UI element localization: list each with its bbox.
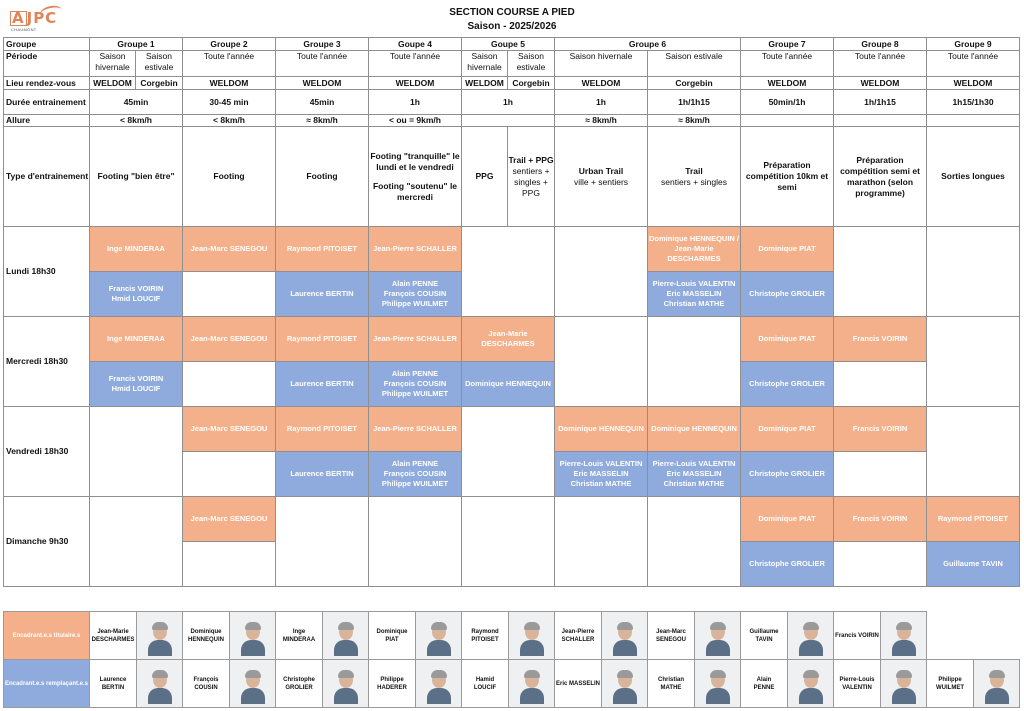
lundi-g9-empty (927, 227, 1020, 317)
g6-place-winter: WELDOM (555, 77, 648, 90)
g7-duration: 50min/1h (741, 90, 834, 115)
vendredi-g9-empty (927, 407, 1020, 497)
mercredi-g5-titulaire: Jean-Marie DESCHARMES (462, 317, 555, 362)
mercredi-g9-empty (927, 317, 1020, 407)
titulaire-name-part: Inge (292, 628, 306, 635)
group-8-header: Groupe 8 (834, 38, 927, 51)
lundi-g6a-empty (555, 227, 648, 317)
avatar-icon (147, 621, 173, 655)
remplacant-name-part: WUILMET (936, 684, 964, 691)
remplacant-photo-9 (881, 660, 927, 708)
lundi-g6b-titulaire: Dominique HENNEQUIN / Jean-Marie DESCHARMES (648, 227, 741, 272)
avatar-icon (705, 669, 731, 703)
remplacant-name-2 (183, 660, 230, 708)
lundi-g2-titulaire: Jean-Marc SENEGOU (183, 227, 276, 272)
g5-duration: 1h (462, 90, 555, 115)
g2-pace: < 8km/h (183, 115, 276, 127)
vendredi-g6a-remplacant: Pierre-Louis VALENTIN Eric MASSELIN Christian MATHE (555, 452, 648, 497)
titulaire-photo-1 (137, 612, 183, 660)
vendredi-g8-remplacant-empty (834, 452, 927, 497)
titulaire-name-part: Jean-Marie (97, 628, 129, 635)
lundi-g4-remplacant: Alain PENNE François COUSIN Philippe WUILMET (369, 272, 462, 317)
lundi-g8-empty (834, 227, 927, 317)
row-label-groupe: Groupe (4, 38, 90, 51)
g6a-duration: 1h (555, 90, 648, 115)
mercredi-g6a-empty (555, 317, 648, 407)
lundi-g2-remplacant-empty (183, 272, 276, 317)
g1-type: Footing "bien être" (90, 127, 183, 227)
remplacant-photo-3 (323, 660, 369, 708)
day-row-dimanche-1 (4, 497, 1020, 542)
g3-duration: 45min (276, 90, 369, 115)
avatar-icon (891, 621, 917, 655)
remplacant-name-part: LOUCIF (473, 684, 497, 691)
g1-period-winter: Saison hivernale (90, 51, 136, 77)
g2-type: Footing (183, 127, 276, 227)
titulaire-name-part: Dominique (376, 628, 408, 635)
g8-period: Toute l'année (834, 51, 927, 77)
g3-type: Footing (276, 127, 369, 227)
titulaire-name-part: MINDERAA (282, 636, 316, 643)
type-row (4, 127, 1020, 227)
staff-row-titulaires (4, 612, 1020, 660)
remplacant-name-part: Philippe (380, 676, 404, 683)
vendredi-g7-remplacant: Christophe GROLIER (741, 452, 834, 497)
g5-period-summer: Saison estivale (508, 51, 555, 77)
lundi-g3-remplacant: Laurence BERTIN (276, 272, 369, 317)
remplacant-photo-1 (137, 660, 183, 708)
remplacant-name-7 (648, 660, 695, 708)
remplacant-name-part: HADERER (377, 684, 407, 691)
dimanche-g6a-empty (555, 497, 648, 587)
lundi-g3-titulaire: Raymond PITOISET (276, 227, 369, 272)
vendredi-g6b-remplacant: Pierre-Louis VALENTIN Eric MASSELIN Christian MATHE (648, 452, 741, 497)
remplacant-name-part: COUSIN (194, 684, 218, 691)
dimanche-g6b-empty (648, 497, 741, 587)
vendredi-g6b-titulaire: Dominique HENNEQUIN (648, 407, 741, 452)
lundi-g4-titulaire: Jean-Pierre SCHALLER (369, 227, 462, 272)
avatar-icon (612, 621, 638, 655)
place-row (4, 77, 1020, 90)
g7-type: Préparation compétition 10km et semi (741, 127, 834, 227)
dimanche-g7-remplacant: Christophe GROLIER (741, 542, 834, 587)
g8-duration: 1h/1h15 (834, 90, 927, 115)
titulaire-name-part: Jean-Pierre (561, 628, 595, 635)
g7-place: WELDOM (741, 77, 834, 90)
titulaire-photo-4 (416, 612, 462, 660)
day-row-mercredi-1 (4, 317, 1020, 362)
dimanche-g3-empty (276, 497, 369, 587)
avatar-icon (891, 669, 917, 703)
schedule-table (3, 37, 1020, 587)
titulaire-name-part: PITOISET (471, 636, 499, 643)
g3-pace: ≈ 8km/h (276, 115, 369, 127)
g6b-type-sub: sentiers + singles (661, 176, 727, 187)
remplacant-name-part: Christophe (283, 676, 315, 683)
g6a-type-sub: ville + sentiers (573, 176, 629, 187)
vendredi-g4-titulaire: Jean-Pierre SCHALLER (369, 407, 462, 452)
titulaire-name-part: SENEGOU (655, 636, 686, 643)
mercredi-g1-titulaire: Inge MINDERAA (90, 317, 183, 362)
group-6-header: Groupe 6 (555, 38, 741, 51)
titulaire-name-part: TAVIN (755, 636, 773, 643)
g5-period-winter: Saison hivernale (462, 51, 508, 77)
avatar-icon (333, 669, 359, 703)
pace-row (4, 115, 1020, 127)
g5-place-winter: WELDOM (462, 77, 508, 90)
row-label-periode: Période (4, 51, 90, 77)
g4-type-a: Footing "tranquille" le lundi et le vendredi (370, 150, 460, 172)
g5b-type-title: Trail + PPG (508, 154, 554, 165)
remplacant-name-5 (462, 660, 509, 708)
avatar-icon (519, 621, 545, 655)
remplacant-name-part: Christian (657, 676, 684, 683)
g4-duration: 1h (369, 90, 462, 115)
mercredi-g3-titulaire: Raymond PITOISET (276, 317, 369, 362)
lundi-g7-remplacant: Christophe GROLIER (741, 272, 834, 317)
mercredi-g8-titulaire: Francis VOIRIN (834, 317, 927, 362)
group-1-header: Groupe 1 (90, 38, 183, 51)
vendredi-g3-remplacant: Laurence BERTIN (276, 452, 369, 497)
mercredi-g5-remplacant: Dominique HENNEQUIN (462, 362, 555, 407)
g6b-pace: ≈ 8km/h (648, 115, 741, 127)
avatar-icon (612, 669, 638, 703)
remplacant-name-part: GROLIER (285, 684, 313, 691)
avatar-icon (240, 621, 266, 655)
g5a-type: PPG (462, 127, 508, 227)
row-label-allure: Allure (4, 115, 90, 127)
g8-type: Préparation compétition semi et marathon (selon programme) (834, 127, 927, 227)
remplacant-name-8 (741, 660, 788, 708)
titulaire-name-part: Guillaume (749, 628, 779, 635)
titulaire-name-2 (183, 612, 230, 660)
dimanche-g8-titulaire: Francis VOIRIN (834, 497, 927, 542)
remplacant-name-part: BERTIN (101, 684, 125, 691)
mercredi-g7-remplacant: Christophe GROLIER (741, 362, 834, 407)
g8-pace (834, 115, 927, 127)
g6-place-summer: Corgebin (648, 77, 741, 90)
vendredi-g7-titulaire: Dominique PIAT (741, 407, 834, 452)
group-2-header: Groupe 2 (183, 38, 276, 51)
g6b-duration: 1h/1h15 (648, 90, 741, 115)
dimanche-g9-remplacant: Guillaume TAVIN (927, 542, 1020, 587)
period-row (4, 51, 1020, 77)
mercredi-g1-remplacant: Francis VOIRIN Hmid LOUCIF (90, 362, 183, 407)
g6-period-summer: Saison estivale (648, 51, 741, 77)
g9-pace (927, 115, 1020, 127)
titulaire-name-3 (276, 612, 323, 660)
row-label-lieu: Lieu rendez-vous (4, 77, 90, 90)
groups-row (4, 38, 1020, 51)
mercredi-g2-remplacant-empty (183, 362, 276, 407)
titulaire-name-part: PIAT (385, 636, 399, 643)
lundi-g5-empty (462, 227, 555, 317)
day-dimanche: Dimanche 9h30 (4, 497, 90, 587)
titulaire-name-1 (90, 612, 137, 660)
vendredi-g8-titulaire: Francis VOIRIN (834, 407, 927, 452)
day-lundi: Lundi 18h30 (4, 227, 90, 317)
remplacant-name-part: MATHE (660, 684, 682, 691)
group-7-header: Groupe 7 (741, 38, 834, 51)
remplacant-photo-4 (416, 660, 462, 708)
titulaire-name-part: Dominique (190, 628, 222, 635)
row-label-duree: Durée entrainement (4, 90, 90, 115)
avatar-icon (426, 669, 452, 703)
titulaire-photo-6 (602, 612, 648, 660)
remplacant-name-1 (90, 660, 137, 708)
titulaire-name-part: HENNEQUIN (187, 636, 224, 643)
remplacant-photo-10 (974, 660, 1020, 708)
g2-period: Toute l'année (183, 51, 276, 77)
remplacant-name-4 (369, 660, 416, 708)
titulaire-name-part: Francis VOIRIN (835, 632, 879, 639)
lundi-g1-remplacant: Francis VOIRIN Hmid LOUCIF (90, 272, 183, 317)
group-4-header: Goupe 4 (369, 38, 462, 51)
g2-place: WELDOM (183, 77, 276, 90)
g3-place: WELDOM (276, 77, 369, 90)
g4-pace: < ou = 9km/h (369, 115, 462, 127)
g8-place: WELDOM (834, 77, 927, 90)
g1-period-summer: Saison estivale (136, 51, 183, 77)
dimanche-g1-empty (90, 497, 183, 587)
staff-roster (3, 611, 1020, 708)
remplacant-name-9 (834, 660, 881, 708)
vendredi-g4-remplacant: Alain PENNE François COUSIN Philippe WUILMET (369, 452, 462, 497)
dimanche-g4-empty (369, 497, 462, 587)
g7-period: Toute l'année (741, 51, 834, 77)
titulaire-photo-3 (323, 612, 369, 660)
vendredi-g2-titulaire: Jean-Marc SENEGOU (183, 407, 276, 452)
remplacant-name-part: Laurence (99, 676, 127, 683)
g1-place-winter: WELDOM (90, 77, 136, 90)
mercredi-g7-titulaire: Dominique PIAT (741, 317, 834, 362)
titulaire-name-5 (462, 612, 509, 660)
g6b-type (648, 127, 741, 227)
g9-duration: 1h15/1h30 (927, 90, 1020, 115)
remplacant-name-part: VALENTIN (842, 684, 872, 691)
vendredi-g5-empty (462, 407, 555, 497)
g6a-pace: ≈ 8km/h (555, 115, 648, 127)
remplacant-name-6 (555, 660, 602, 708)
g5-pace (462, 115, 555, 127)
duration-row (4, 90, 1020, 115)
g1-pace: < 8km/h (90, 115, 183, 127)
titulaire-name-part: Jean-Marc (656, 628, 686, 635)
avatar-icon (240, 669, 266, 703)
group-3-header: Groupe 3 (276, 38, 369, 51)
row-label-type: Type d'entrainement (4, 127, 90, 227)
avatar-icon (333, 621, 359, 655)
avatar-icon (147, 669, 173, 703)
vendredi-g3-titulaire: Raymond PITOISET (276, 407, 369, 452)
g1-place-summer: Corgebin (136, 77, 183, 90)
titulaires-label: Encadrant.e.s titulaire.s (4, 612, 90, 660)
mercredi-g3-remplacant: Laurence BERTIN (276, 362, 369, 407)
g2-duration: 30-45 min (183, 90, 276, 115)
g4-place: WELDOM (369, 77, 462, 90)
g5b-type (508, 127, 555, 227)
titulaire-name-8 (741, 612, 788, 660)
titulaire-photo-8 (788, 612, 834, 660)
remplacant-name-3 (276, 660, 323, 708)
vendredi-g2-remplacant-empty (183, 452, 276, 497)
group-9-header: Groupe 9 (927, 38, 1020, 51)
lundi-g6b-remplacant: Pierre-Louis VALENTIN Eric MASSELIN Christian MATHE (648, 272, 741, 317)
staff-row-remplacants (4, 660, 1020, 708)
g3-period: Toute l'année (276, 51, 369, 77)
remplacant-name-part: PENNE (753, 684, 775, 691)
remplacant-photo-5 (509, 660, 555, 708)
remplacant-photo-8 (788, 660, 834, 708)
dimanche-g8-remplacant-empty (834, 542, 927, 587)
titulaire-photo-5 (509, 612, 555, 660)
titulaire-name-4 (369, 612, 416, 660)
remplacant-name-part: Philippe (938, 676, 962, 683)
mercredi-g8-remplacant-empty (834, 362, 927, 407)
g6a-type-title: Urban Trail (578, 165, 624, 176)
mercredi-g4-titulaire: Jean-Pierre SCHALLER (369, 317, 462, 362)
remplacant-photo-7 (695, 660, 741, 708)
dimanche-g9-titulaire: Raymond PITOISET (927, 497, 1020, 542)
avatar-icon (798, 621, 824, 655)
remplacant-name-part: Pierre-Louis (839, 676, 875, 683)
lundi-g7-titulaire: Dominique PIAT (741, 227, 834, 272)
remplacant-name-part: Alain (756, 676, 772, 683)
g5b-type-sub: sentiers + singles + PPG (512, 165, 550, 198)
dimanche-g5-empty (462, 497, 555, 587)
g4-period: Toute l'année (369, 51, 462, 77)
mercredi-g4-remplacant: Alain PENNE François COUSIN Philippe WUILMET (369, 362, 462, 407)
day-row-mercredi-2 (4, 362, 1020, 407)
mercredi-g2-titulaire: Jean-Marc SENEGOU (183, 317, 276, 362)
dimanche-g2-titulaire: Jean-Marc SENEGOU (183, 497, 276, 542)
page-subtitle: Saison - 2025/2026 (467, 21, 557, 32)
day-row-lundi-1 (4, 227, 1020, 272)
remplacant-name-10 (927, 660, 974, 708)
lundi-g1-titulaire: Inge MINDERAA (90, 227, 183, 272)
titulaire-photo-7 (695, 612, 741, 660)
titulaire-name-part: Raymond (471, 628, 499, 635)
g9-place: WELDOM (927, 77, 1020, 90)
day-mercredi: Mercredi 18h30 (4, 317, 90, 407)
titulaire-photo-2 (230, 612, 276, 660)
avatar-icon (426, 621, 452, 655)
remplacant-name-part: Hamid (475, 676, 495, 683)
g9-type: Sorties longues (927, 127, 1020, 227)
mercredi-g6b-empty (648, 317, 741, 407)
g5-place-summer: Corgebin (508, 77, 555, 90)
g6a-type (555, 127, 648, 227)
g1-duration: 45min (90, 90, 183, 115)
titulaire-name-part: SCHALLER (561, 636, 595, 643)
titulaire-photo-9 (881, 612, 927, 660)
g6b-type-title: Trail (685, 165, 703, 176)
remplacants-label: Encadrant.e.s remplaçant.e.s (4, 660, 90, 708)
remplacant-photo-2 (230, 660, 276, 708)
dimanche-g7-titulaire: Dominique PIAT (741, 497, 834, 542)
avatar-icon (798, 669, 824, 703)
vendredi-g6a-titulaire: Dominique HENNEQUIN (555, 407, 648, 452)
day-row-vendredi-1 (4, 407, 1020, 452)
remplacant-name-part: François (193, 676, 219, 683)
vendredi-g1-empty (90, 407, 183, 497)
g6-period-winter: Saison hivernale (555, 51, 648, 77)
dimanche-g2-remplacant-empty (183, 542, 276, 587)
group-5-header: Goupe 5 (462, 38, 555, 51)
day-vendredi: Vendredi 18h30 (4, 407, 90, 497)
titulaire-name-7 (648, 612, 695, 660)
g4-type-b: Footing "soutenu" le mercredi (372, 180, 458, 202)
g7-pace (741, 115, 834, 127)
titulaire-name-6 (555, 612, 602, 660)
titulaire-name-9 (834, 612, 881, 660)
page-title: SECTION COURSE A PIED (449, 7, 575, 18)
titulaire-name-part: DESCHARMES (91, 636, 135, 643)
avatar-icon (705, 621, 731, 655)
ajpc-logo: A JPC CHAUMONT (10, 6, 62, 34)
g9-period: Toute l'année (927, 51, 1020, 77)
avatar-icon (519, 669, 545, 703)
avatar-icon (984, 669, 1010, 703)
remplacant-name-part: Eric MASSELIN (555, 680, 600, 687)
remplacant-photo-6 (602, 660, 648, 708)
g4-type (369, 127, 462, 227)
